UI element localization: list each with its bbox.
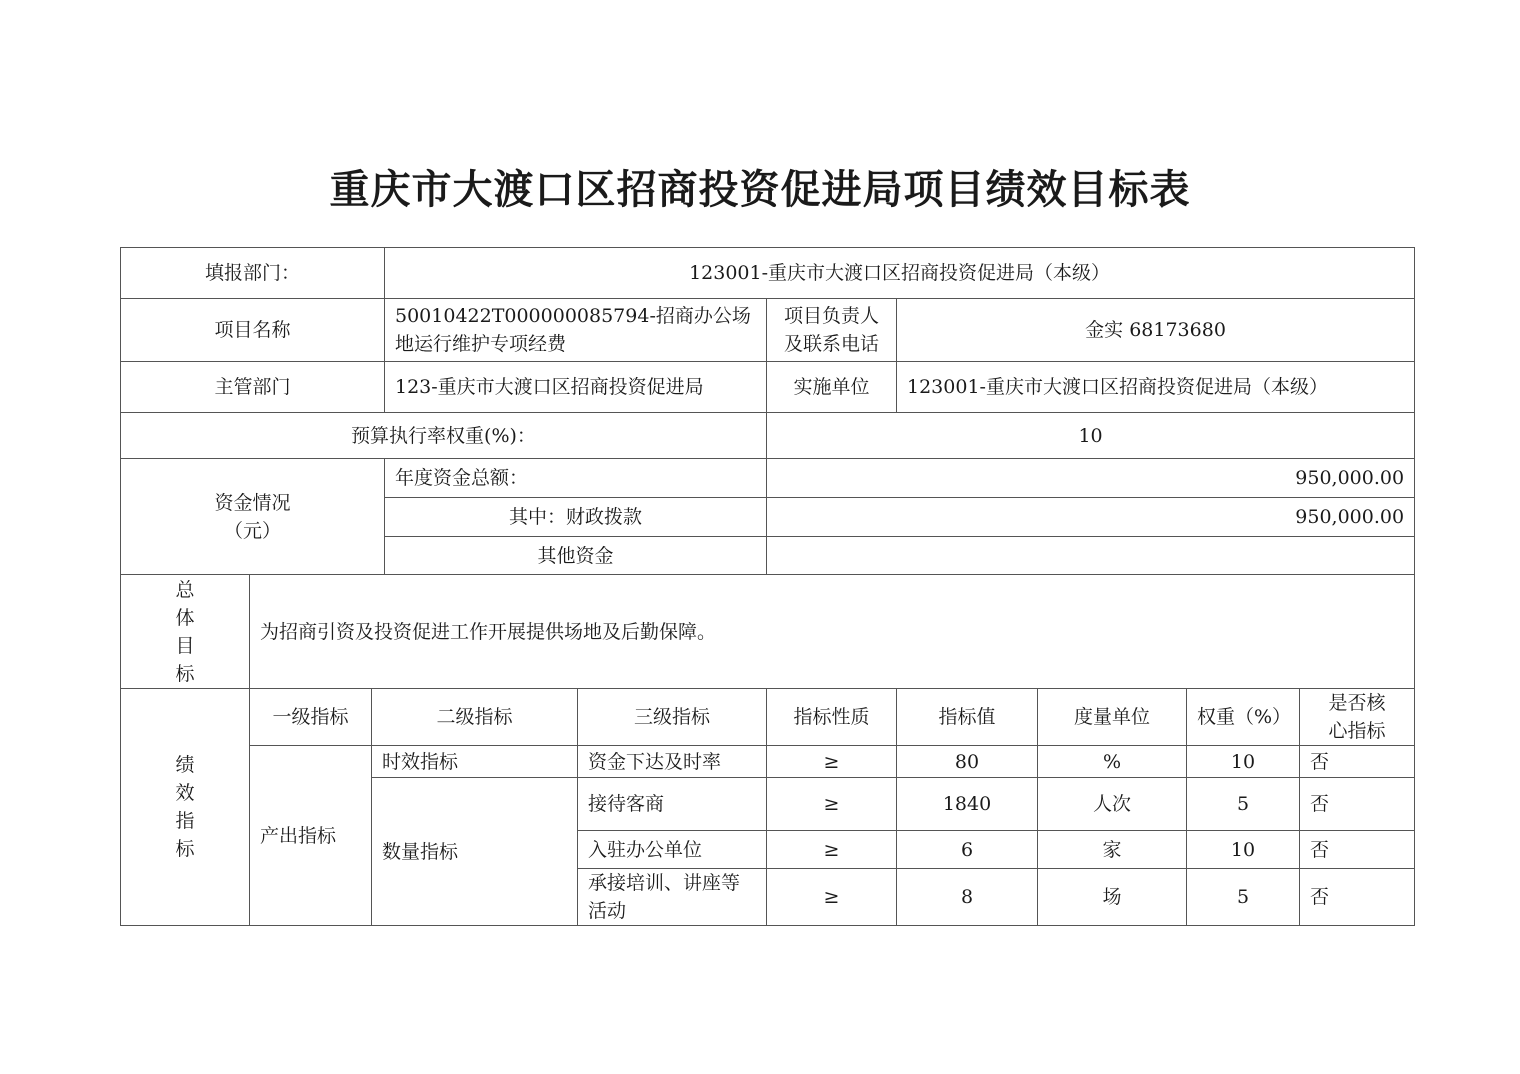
overall-goal-char: 目 xyxy=(175,634,195,657)
perf-indicator-label xyxy=(121,689,250,926)
authority-value: 123-重庆市大渡口区招商投资促进局 xyxy=(385,362,767,413)
other-funds-value xyxy=(767,537,1415,575)
level2-cell: 数量指标 xyxy=(372,778,578,926)
project-row xyxy=(121,299,1415,362)
header-level2: 二级指标 xyxy=(372,689,578,746)
unit-cell: 人次 xyxy=(1038,778,1187,831)
weight-cell: 5 xyxy=(1187,869,1300,926)
project-name-value: 50010422T000000085794-招商办公场地运行维护专项经费 xyxy=(385,299,767,362)
header-value: 指标值 xyxy=(897,689,1038,746)
overall-goal-label xyxy=(121,575,250,689)
overall-goal-value: 为招商引资及投资促进工作开展提供场地及后勤保障。 xyxy=(250,575,1415,689)
other-funds-label: 其他资金 xyxy=(385,537,767,575)
core-cell: 否 xyxy=(1300,869,1415,926)
authority-label: 主管部门 xyxy=(121,362,385,413)
value-cell: 80 xyxy=(897,746,1038,778)
indicator-row xyxy=(121,746,1415,778)
implementer-label: 实施单位 xyxy=(767,362,897,413)
level3-cell: 接待客商 xyxy=(578,778,767,831)
contact-value: 金实 68173680 xyxy=(897,299,1415,362)
header-unit: 度量单位 xyxy=(1038,689,1187,746)
perf-indicator-char: 指 xyxy=(175,810,195,832)
funds-label-line1: 资金情况 xyxy=(214,491,291,514)
header-core: 是否核心指标 xyxy=(1300,689,1415,746)
contact-label: 项目负责人及联系电话 xyxy=(767,299,897,362)
authority-row xyxy=(121,362,1415,413)
level1-cell: 产出指标 xyxy=(250,746,372,926)
budget-weight-label: 预算执行率权重(%)： xyxy=(121,413,767,459)
annual-total-label: 年度资金总额： xyxy=(385,459,767,498)
core-cell: 否 xyxy=(1300,831,1415,869)
dept-row xyxy=(121,248,1415,299)
indicator-header-row xyxy=(121,689,1415,746)
nature-cell: ≥ xyxy=(767,778,897,831)
overall-goal-char: 体 xyxy=(175,606,195,629)
fiscal-value: 950,000.00 xyxy=(767,498,1415,537)
header-level3: 三级指标 xyxy=(578,689,767,746)
unit-cell: % xyxy=(1038,746,1187,778)
implementer-value: 123001-重庆市大渡口区招商投资促进局（本级） xyxy=(897,362,1415,413)
annual-total-value: 950,000.00 xyxy=(767,459,1415,498)
nature-cell: ≥ xyxy=(767,831,897,869)
funds-label xyxy=(121,459,385,575)
page-title: 重庆市大渡口区招商投资促进局项目绩效目标表 xyxy=(329,166,1191,213)
weight-cell: 10 xyxy=(1187,831,1300,869)
core-cell: 否 xyxy=(1300,746,1415,778)
overall-goal-char: 标 xyxy=(175,662,195,685)
nature-cell: ≥ xyxy=(767,746,897,778)
dept-value: 123001-重庆市大渡口区招商投资促进局（本级） xyxy=(385,248,1415,299)
overall-goal-row xyxy=(121,575,1415,689)
overall-goal-char: 总 xyxy=(175,578,195,601)
budget-weight-row xyxy=(121,413,1415,459)
unit-cell: 场 xyxy=(1038,869,1187,926)
level3-cell: 承接培训、讲座等活动 xyxy=(578,869,767,926)
funds-label-line2: （元） xyxy=(223,519,281,542)
dept-label: 填报部门： xyxy=(121,248,385,299)
level2-cell: 时效指标 xyxy=(372,746,578,778)
core-cell: 否 xyxy=(1300,778,1415,831)
level3-cell: 资金下达及时率 xyxy=(578,746,767,778)
value-cell: 1840 xyxy=(897,778,1038,831)
perf-indicator-char: 效 xyxy=(175,782,195,804)
perf-indicator-char: 绩 xyxy=(175,754,195,776)
unit-cell: 家 xyxy=(1038,831,1187,869)
weight-cell: 10 xyxy=(1187,746,1300,778)
header-level1: 一级指标 xyxy=(250,689,372,746)
performance-goal-table xyxy=(120,247,1415,926)
annual-total-row xyxy=(121,459,1415,498)
fiscal-label: 其中：财政拨款 xyxy=(385,498,767,537)
level3-cell: 入驻办公单位 xyxy=(578,831,767,869)
header-nature: 指标性质 xyxy=(767,689,897,746)
header-weight: 权重（%） xyxy=(1187,689,1300,746)
budget-weight-value: 10 xyxy=(767,413,1415,459)
weight-cell: 5 xyxy=(1187,778,1300,831)
project-name-label: 项目名称 xyxy=(121,299,385,362)
nature-cell: ≥ xyxy=(767,869,897,926)
perf-indicator-char: 标 xyxy=(175,838,195,860)
value-cell: 8 xyxy=(897,869,1038,926)
value-cell: 6 xyxy=(897,831,1038,869)
